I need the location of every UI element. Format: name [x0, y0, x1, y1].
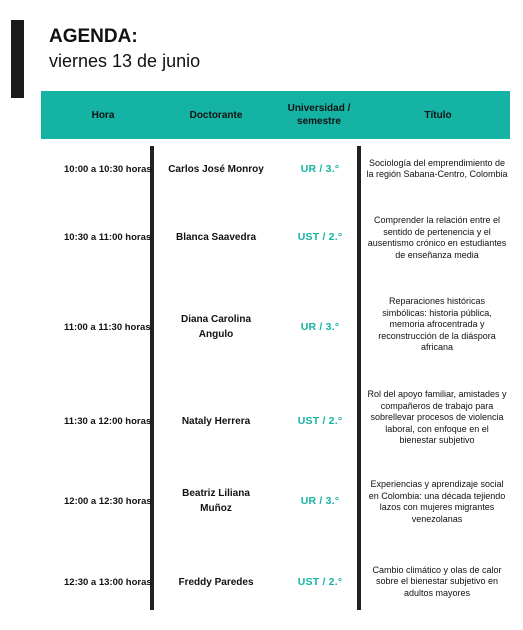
row-6-doctorante: Freddy Paredes: [178, 576, 254, 588]
row-3-titulo: Reparaciones históricas simbólicas: historia pública, memoria afrocentrada y reconstrucción de la diáspora africana: [378, 296, 496, 353]
header-hora: Hora: [91, 109, 115, 121]
row-1-doctorante: Carlos José Monroy: [168, 163, 264, 175]
row-5-titulo: Experiencias y aprendizaje social en Colombia: una década tejiendo lazos con mujeres migrantes venezolanas: [368, 479, 506, 524]
row-5-doctorante: Beatriz Liliana Muñoz: [182, 488, 250, 514]
row-4-hora: 11:30 a 12:00 horas: [64, 415, 152, 427]
decorative-side-bar: [11, 20, 24, 98]
table-header: [41, 91, 510, 139]
row-1-universidad: UR / 3.°: [300, 162, 340, 175]
row-6-hora: 12:30 a 13:00 horas: [64, 576, 152, 588]
row-5-universidad: UR / 3.°: [300, 494, 340, 507]
row-2-hora: 10:30 a 11:00 horas: [64, 231, 152, 243]
row-4-universidad: UST / 2.°: [297, 414, 343, 427]
row-4-doctorante: Nataly Herrera: [181, 415, 251, 427]
page-title: AGENDA:: [49, 26, 138, 47]
row-2-doctorante: Blanca Saavedra: [175, 231, 257, 243]
row-3-universidad: UR / 3.°: [300, 320, 340, 333]
row-1-titulo: Sociología del emprendimiento de la región Sabana-Centro, Colombia: [366, 157, 508, 179]
page-subtitle: viernes 13 de junio: [49, 51, 201, 71]
row-3-hora: 11:00 a 11:30 horas: [64, 321, 151, 333]
row-6-universidad: UST / 2.°: [297, 575, 343, 588]
row-5-hora: 12:00 a 12:30 horas: [64, 495, 152, 507]
header-doctorante: Doctorante: [189, 109, 243, 121]
row-2-titulo: Comprender la relación entre el sentido de pertenencia y el ausentismo crónico en estudiantes de enseñanza media: [367, 215, 507, 260]
row-6-titulo: Cambio climático y olas de calor sobre el bienestar subjetivo en adultos mayores: [372, 564, 502, 598]
column-divider: [150, 146, 154, 610]
row-3-doctorante: Diana Carolina Angulo: [180, 314, 252, 340]
row-2-universidad: UST / 2.°: [297, 230, 343, 243]
header-titulo: Título: [424, 109, 452, 121]
row-1-hora: 10:00 a 10:30 horas: [64, 163, 152, 175]
column-divider: [357, 146, 361, 610]
row-4-titulo: Rol del apoyo familiar, amistades y compañeros de trabajo para sobrellevar procesos de violencia laboral, con enfoque en el bienestar subjetivo: [367, 389, 507, 446]
header-universidad: Universidad / semestre: [287, 103, 351, 127]
